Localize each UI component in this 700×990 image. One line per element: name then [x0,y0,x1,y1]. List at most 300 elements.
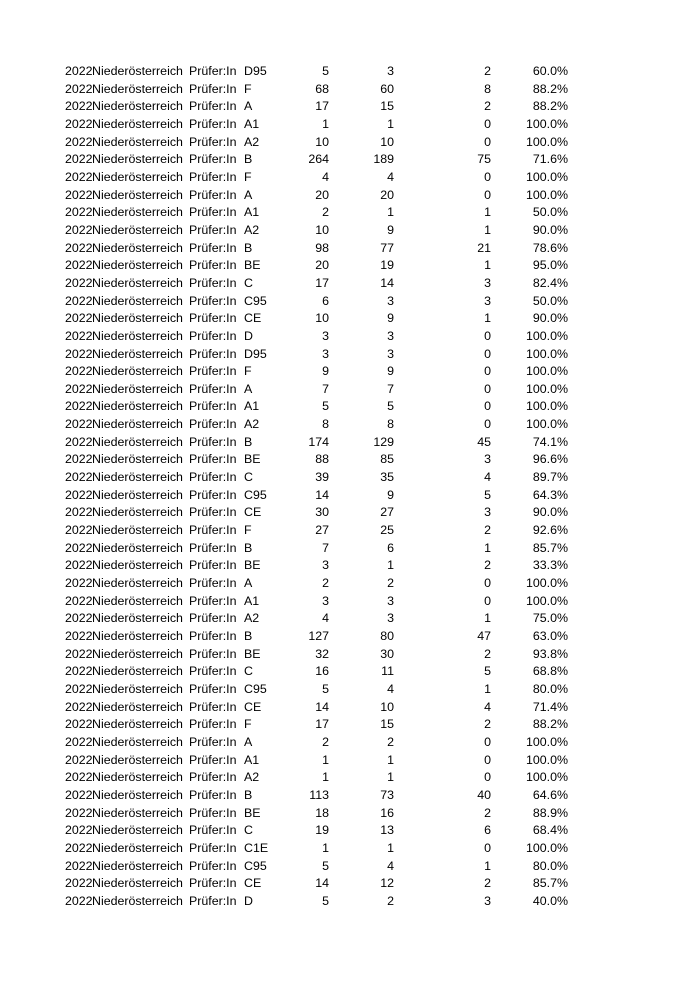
passed-count-cell: 10 [380,699,394,714]
year-cell: 2022 [65,311,93,326]
table-row [0,98,700,116]
region-cell: Niederösterreich [92,364,183,379]
failed-count-cell: 0 [484,399,491,414]
year-cell: 2022 [65,258,93,273]
table-row [0,681,700,699]
region-cell: Niederösterreich [92,540,183,555]
year-cell: 2022 [65,770,93,785]
year-cell: 2022 [65,64,93,78]
role-cell: Prüfer:In [189,328,237,343]
table-row [0,204,700,222]
role-cell: Prüfer:In [189,417,237,432]
licence-class-cell: D95 [244,346,267,361]
year-cell: 2022 [65,734,93,749]
licence-class-cell: A2 [244,417,260,432]
pass-rate-cell: 100.0% [525,134,568,149]
role-cell: Prüfer:In [189,452,237,467]
year-cell: 2022 [65,328,93,343]
total-count-cell: 3 [322,558,329,573]
passed-count-cell: 1 [387,840,394,855]
year-cell: 2022 [65,576,93,591]
pass-rate-cell: 90.0% [532,311,568,326]
table-row [0,451,700,469]
year-cell: 2022 [65,381,93,396]
table-row [0,116,700,134]
passed-count-cell: 3 [387,611,394,626]
pass-rate-cell: 90.0% [532,505,568,520]
failed-count-cell: 0 [484,169,491,184]
passed-count-cell: 3 [387,293,394,308]
total-count-cell: 39 [315,470,329,485]
passed-count-cell: 30 [380,646,394,661]
total-count-cell: 14 [315,699,329,714]
pass-rate-cell: 93.8% [532,646,568,661]
year-cell: 2022 [65,187,93,202]
role-cell: Prüfer:In [189,134,237,149]
total-count-cell: 5 [322,681,329,696]
table-row [0,734,700,752]
passed-count-cell: 1 [387,770,394,785]
table-row [0,487,700,505]
year-cell: 2022 [65,434,93,449]
pass-rate-cell: 100.0% [525,840,568,855]
total-count-cell: 1 [322,770,329,785]
region-cell: Niederösterreich [92,787,183,802]
total-count-cell: 3 [322,328,329,343]
pass-rate-cell: 100.0% [525,593,568,608]
failed-count-cell: 1 [484,222,491,237]
region-cell: Niederösterreich [92,523,183,538]
licence-class-cell: BE [244,805,261,820]
region-cell: Niederösterreich [92,311,183,326]
role-cell: Prüfer:In [189,876,237,891]
failed-count-cell: 45 [477,434,491,449]
table-row [0,328,700,346]
failed-count-cell: 1 [484,858,491,873]
pass-rate-cell: 82.4% [532,275,568,290]
licence-class-cell: B [244,434,253,449]
role-cell: Prüfer:In [189,576,237,591]
year-cell: 2022 [65,293,93,308]
pass-rate-cell: 33.3% [532,558,568,573]
licence-class-cell: F [244,81,252,96]
passed-count-cell: 1 [387,205,394,220]
role-cell: Prüfer:In [189,275,237,290]
region-cell: Niederösterreich [92,611,183,626]
licence-class-cell: F [244,169,252,184]
passed-count-cell: 9 [387,222,394,237]
passed-count-cell: 20 [380,187,394,202]
licence-class-cell: A2 [244,611,260,626]
total-count-cell: 10 [315,311,329,326]
pass-rate-cell: 95.0% [532,258,568,273]
failed-count-cell: 47 [477,629,491,643]
failed-count-cell: 3 [484,893,491,908]
role-cell: Prüfer:In [189,258,237,273]
licence-class-cell: A [244,381,253,396]
total-count-cell: 174 [308,434,329,449]
year-cell: 2022 [65,505,93,520]
year-cell: 2022 [65,152,93,167]
failed-count-cell: 2 [484,717,491,732]
table-row [0,381,700,399]
licence-class-cell: A1 [244,205,260,220]
total-count-cell: 17 [315,275,329,290]
role-cell: Prüfer:In [189,116,237,131]
table-row [0,893,700,911]
passed-count-cell: 9 [387,311,394,326]
year-cell: 2022 [65,470,93,485]
passed-count-cell: 80 [380,629,394,643]
licence-class-cell: BE [244,646,261,661]
role-cell: Prüfer:In [189,646,237,661]
table-row [0,540,700,558]
role-cell: Prüfer:In [189,540,237,555]
table-row [0,752,700,770]
region-cell: Niederösterreich [92,452,183,467]
total-count-cell: 14 [315,876,329,891]
table-row [0,222,700,240]
licence-class-cell: C95 [244,858,267,873]
year-cell: 2022 [65,717,93,732]
region-cell: Niederösterreich [92,699,183,714]
passed-count-cell: 9 [387,364,394,379]
table-row [0,575,700,593]
year-cell: 2022 [65,222,93,237]
pass-rate-cell: 100.0% [525,770,568,785]
region-cell: Niederösterreich [92,734,183,749]
failed-count-cell: 0 [484,116,491,131]
failed-count-cell: 40 [477,787,491,802]
total-count-cell: 88 [315,452,329,467]
year-cell: 2022 [65,134,93,149]
table-row [0,134,700,152]
region-cell: Niederösterreich [92,381,183,396]
passed-count-cell: 3 [387,328,394,343]
failed-count-cell: 0 [484,840,491,855]
year-cell: 2022 [65,823,93,838]
pass-rate-cell: 88.2% [532,717,568,732]
failed-count-cell: 0 [484,770,491,785]
role-cell: Prüfer:In [189,893,237,908]
table-row [0,416,700,434]
passed-count-cell: 3 [387,346,394,361]
table-row [0,398,700,416]
failed-count-cell: 0 [484,187,491,202]
passed-count-cell: 1 [387,558,394,573]
total-count-cell: 4 [322,611,329,626]
table-row [0,716,700,734]
pass-rate-cell: 100.0% [525,734,568,749]
licence-class-cell: F [244,717,252,732]
year-cell: 2022 [65,558,93,573]
passed-count-cell: 73 [380,787,394,802]
failed-count-cell: 21 [477,240,491,255]
table-row [0,610,700,628]
region-cell: Niederösterreich [92,64,183,78]
failed-count-cell: 75 [477,152,491,167]
total-count-cell: 20 [315,187,329,202]
passed-count-cell: 3 [387,64,394,78]
region-cell: Niederösterreich [92,346,183,361]
licence-class-cell: A1 [244,399,260,414]
total-count-cell: 4 [322,169,329,184]
licence-class-cell: B [244,787,253,802]
year-cell: 2022 [65,523,93,538]
pass-rate-cell: 75.0% [532,611,568,626]
failed-count-cell: 5 [484,487,491,502]
failed-count-cell: 2 [484,64,491,78]
year-cell: 2022 [65,540,93,555]
passed-count-cell: 15 [380,99,394,114]
failed-count-cell: 2 [484,558,491,573]
failed-count-cell: 0 [484,417,491,432]
role-cell: Prüfer:In [189,787,237,802]
passed-count-cell: 35 [380,470,394,485]
region-cell: Niederösterreich [92,505,183,520]
year-cell: 2022 [65,805,93,820]
licence-class-cell: C [244,275,253,290]
passed-count-cell: 4 [387,681,394,696]
failed-count-cell: 3 [484,293,491,308]
pass-rate-cell: 100.0% [525,116,568,131]
licence-class-cell: C [244,823,253,838]
passed-count-cell: 19 [380,258,394,273]
role-cell: Prüfer:In [189,169,237,184]
total-count-cell: 5 [322,399,329,414]
role-cell: Prüfer:In [189,505,237,520]
total-count-cell: 20 [315,258,329,273]
total-count-cell: 30 [315,505,329,520]
region-cell: Niederösterreich [92,417,183,432]
table-row [0,63,700,81]
licence-class-cell: F [244,364,252,379]
year-cell: 2022 [65,681,93,696]
total-count-cell: 17 [315,99,329,114]
role-cell: Prüfer:In [189,752,237,767]
region-cell: Niederösterreich [92,470,183,485]
role-cell: Prüfer:In [189,346,237,361]
pass-rate-cell: 100.0% [525,328,568,343]
region-cell: Niederösterreich [92,434,183,449]
pass-rate-cell: 50.0% [532,293,568,308]
year-cell: 2022 [65,99,93,114]
total-count-cell: 1 [322,752,329,767]
role-cell: Prüfer:In [189,399,237,414]
table-row [0,787,700,805]
failed-count-cell: 3 [484,275,491,290]
pass-rate-cell: 100.0% [525,399,568,414]
failed-count-cell: 2 [484,99,491,114]
pass-rate-cell: 74.1% [532,434,568,449]
total-count-cell: 10 [315,222,329,237]
pass-rate-cell: 100.0% [525,576,568,591]
role-cell: Prüfer:In [189,434,237,449]
role-cell: Prüfer:In [189,717,237,732]
table-row [0,346,700,364]
passed-count-cell: 13 [380,823,394,838]
role-cell: Prüfer:In [189,523,237,538]
passed-count-cell: 77 [380,240,394,255]
region-cell: Niederösterreich [92,805,183,820]
failed-count-cell: 8 [484,81,491,96]
role-cell: Prüfer:In [189,734,237,749]
role-cell: Prüfer:In [189,770,237,785]
year-cell: 2022 [65,116,93,131]
region-cell: Niederösterreich [92,222,183,237]
pass-rate-cell: 100.0% [525,187,568,202]
pass-rate-cell: 68.4% [532,823,568,838]
role-cell: Prüfer:In [189,558,237,573]
failed-count-cell: 1 [484,311,491,326]
pass-rate-cell: 88.9% [532,805,568,820]
year-cell: 2022 [65,346,93,361]
table-row [0,840,700,858]
region-cell: Niederösterreich [92,840,183,855]
passed-count-cell: 85 [380,452,394,467]
passed-count-cell: 129 [373,434,394,449]
table-row [0,504,700,522]
total-count-cell: 2 [322,205,329,220]
pass-rate-cell: 85.7% [532,540,568,555]
total-count-cell: 10 [315,134,329,149]
region-cell: Niederösterreich [92,893,183,908]
passed-count-cell: 7 [387,381,394,396]
role-cell: Prüfer:In [189,611,237,626]
pass-rate-cell: 100.0% [525,346,568,361]
total-count-cell: 2 [322,734,329,749]
licence-class-cell: B [244,240,253,255]
total-count-cell: 19 [315,823,329,838]
failed-count-cell: 1 [484,611,491,626]
pass-rate-cell: 71.6% [532,152,568,167]
role-cell: Prüfer:In [189,364,237,379]
region-cell: Niederösterreich [92,328,183,343]
licence-class-cell: A [244,187,253,202]
table-row [0,858,700,876]
region-cell: Niederösterreich [92,576,183,591]
region-cell: Niederösterreich [92,487,183,502]
passed-count-cell: 27 [380,505,394,520]
table-row [0,699,700,717]
region-cell: Niederösterreich [92,593,183,608]
data-table [0,63,700,911]
pass-rate-cell: 78.6% [532,240,568,255]
total-count-cell: 14 [315,487,329,502]
passed-count-cell: 8 [387,417,394,432]
pass-rate-cell: 80.0% [532,681,568,696]
pass-rate-cell: 50.0% [532,205,568,220]
role-cell: Prüfer:In [189,240,237,255]
licence-class-cell: A1 [244,116,260,131]
licence-class-cell: C [244,470,253,485]
passed-count-cell: 10 [380,134,394,149]
total-count-cell: 9 [322,364,329,379]
pass-rate-cell: 100.0% [525,169,568,184]
region-cell: Niederösterreich [92,823,183,838]
failed-count-cell: 3 [484,505,491,520]
region-cell: Niederösterreich [92,134,183,149]
year-cell: 2022 [65,81,93,96]
role-cell: Prüfer:In [189,664,237,679]
region-cell: Niederösterreich [92,81,183,96]
total-count-cell: 16 [315,664,329,679]
table-row [0,275,700,293]
failed-count-cell: 0 [484,593,491,608]
pass-rate-cell: 64.6% [532,787,568,802]
table-row [0,593,700,611]
region-cell: Niederösterreich [92,169,183,184]
region-cell: Niederösterreich [92,116,183,131]
table-row [0,628,700,646]
role-cell: Prüfer:In [189,205,237,220]
role-cell: Prüfer:In [189,81,237,96]
total-count-cell: 18 [315,805,329,820]
passed-count-cell: 16 [380,805,394,820]
year-cell: 2022 [65,487,93,502]
role-cell: Prüfer:In [189,311,237,326]
table-row [0,81,700,99]
total-count-cell: 7 [322,381,329,396]
pass-rate-cell: 71.4% [532,699,568,714]
region-cell: Niederösterreich [92,187,183,202]
region-cell: Niederösterreich [92,717,183,732]
year-cell: 2022 [65,399,93,414]
failed-count-cell: 0 [484,328,491,343]
passed-count-cell: 12 [380,876,394,891]
pass-rate-cell: 100.0% [525,752,568,767]
failed-count-cell: 3 [484,452,491,467]
role-cell: Prüfer:In [189,805,237,820]
licence-class-cell: F [244,523,252,538]
licence-class-cell: A [244,99,253,114]
failed-count-cell: 1 [484,540,491,555]
region-cell: Niederösterreich [92,876,183,891]
table-row [0,522,700,540]
pass-rate-cell: 100.0% [525,381,568,396]
total-count-cell: 27 [315,523,329,538]
role-cell: Prüfer:In [189,99,237,114]
failed-count-cell: 2 [484,876,491,891]
pass-rate-cell: 100.0% [525,364,568,379]
licence-class-cell: C95 [244,487,267,502]
year-cell: 2022 [65,417,93,432]
table-row [0,151,700,169]
region-cell: Niederösterreich [92,240,183,255]
table-row [0,257,700,275]
total-count-cell: 3 [322,593,329,608]
total-count-cell: 3 [322,346,329,361]
role-cell: Prüfer:In [189,699,237,714]
failed-count-cell: 0 [484,734,491,749]
pass-rate-cell: 88.2% [532,99,568,114]
table-row [0,663,700,681]
licence-class-cell: CE [244,876,262,891]
role-cell: Prüfer:In [189,64,237,78]
total-count-cell: 264 [308,152,329,167]
table-row [0,187,700,205]
failed-count-cell: 6 [484,823,491,838]
table-row [0,240,700,258]
total-count-cell: 127 [308,629,329,643]
year-cell: 2022 [65,752,93,767]
total-count-cell: 98 [315,240,329,255]
role-cell: Prüfer:In [189,487,237,502]
pass-rate-cell: 92.6% [532,523,568,538]
passed-count-cell: 4 [387,169,394,184]
passed-count-cell: 2 [387,576,394,591]
failed-count-cell: 0 [484,134,491,149]
